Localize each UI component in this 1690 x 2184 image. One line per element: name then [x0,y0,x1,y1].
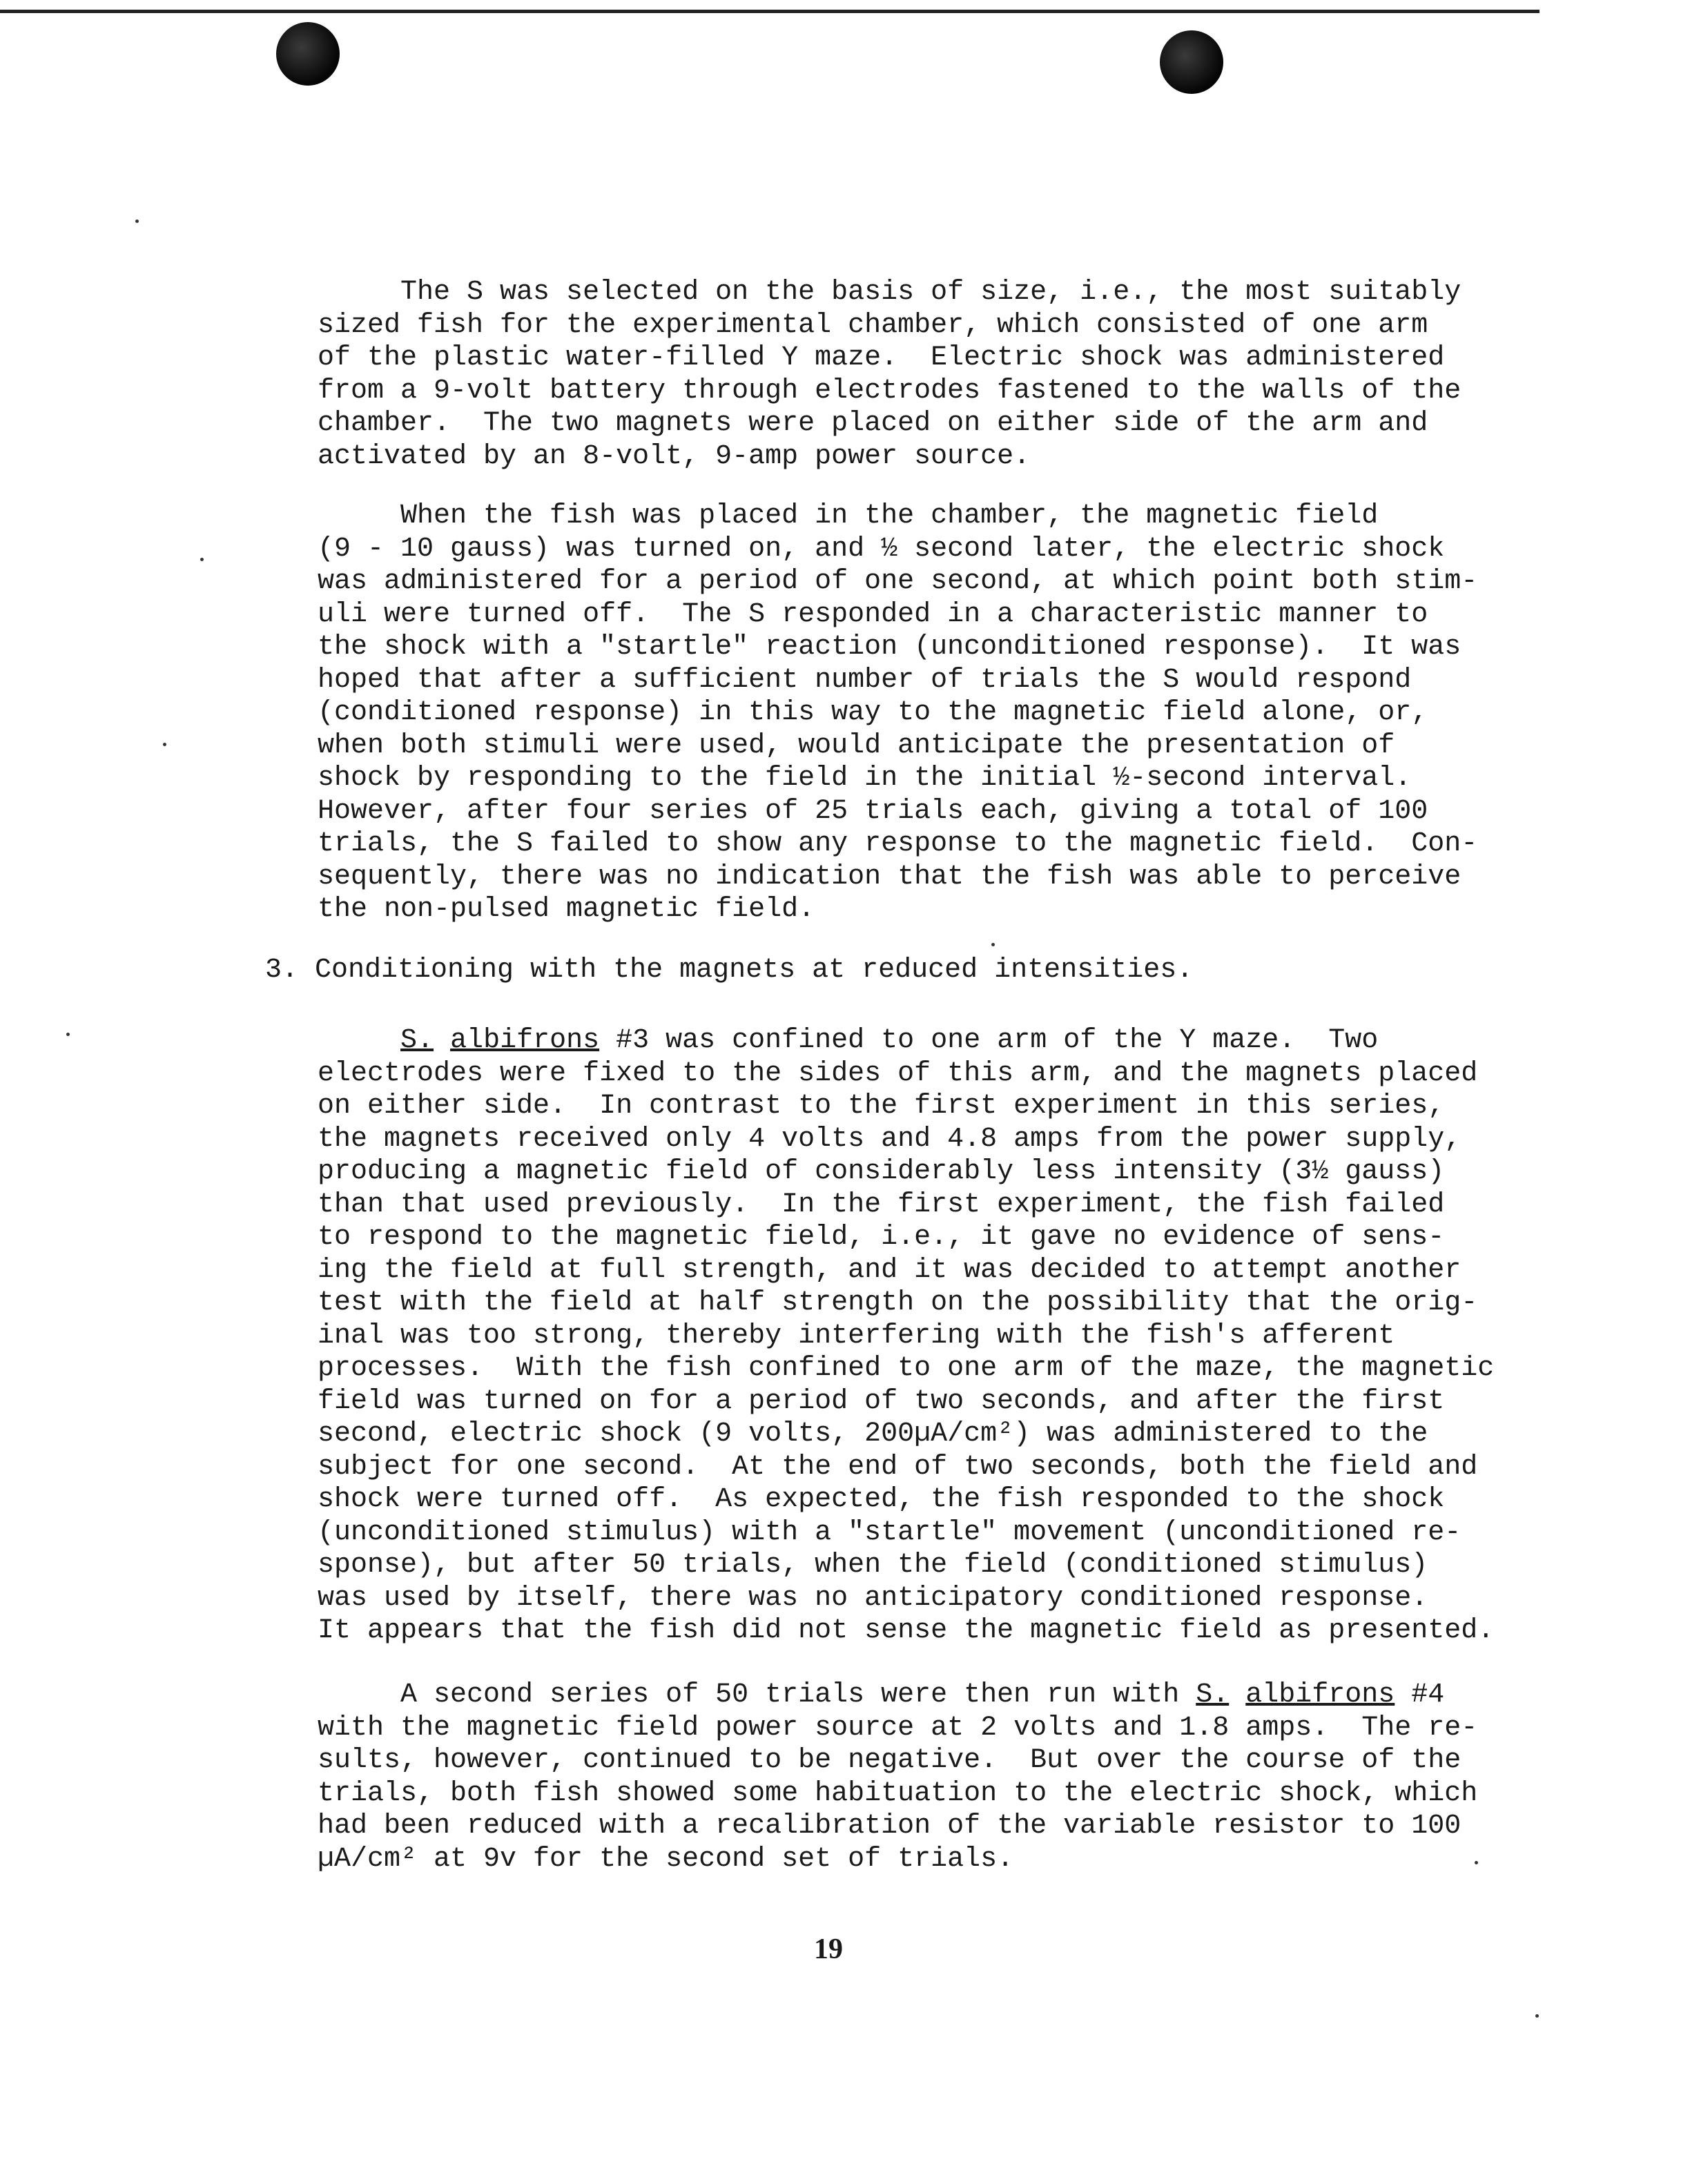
punch-hole-right [1160,30,1223,94]
text-line: sequently, there was no indication that the fish was able to perceive [318,861,1461,893]
page-number: 19 [814,1933,843,1965]
text-line: trials, both fish showed some habituation to the electric shock, which [318,1777,1478,1809]
species-abbrev: S. [400,1025,434,1056]
scan-speck [200,558,204,561]
scan-speck [66,1033,70,1036]
text-line: shock by responding to the field in the initial ½-second interval. [318,763,1412,794]
paragraph-2 [318,500,1491,926]
scan-speck [163,743,166,746]
text-line: (9 - 10 gauss) was turned on, and ½ second later, the electric shock [318,533,1445,565]
paragraph-1 [318,276,1491,473]
text-line: when both stimuli were used, would anticipate the presentation of [318,730,1395,761]
text-line: sults, however, continued to be negative. But over the course of the [318,1745,1461,1776]
text-line: chamber. The two magnets were placed on either side of the arm and [318,408,1428,439]
species-abbrev: S. [1196,1679,1230,1710]
text-line: trials, the S failed to show any response to the magnetic field. Con- [318,828,1478,859]
text-line: subject for one second. At the end of two seconds, both the field and [318,1451,1478,1483]
text-line: of the plastic water-filled Y maze. Electric shock was administered [318,342,1445,373]
line-rest: #3 was confined to one arm of the Y maze. Two [599,1025,1379,1056]
text-line: processes. With the fish confined to one arm of the maze, the magnetic [318,1353,1495,1384]
text-line: test with the field at half strength on the possibility that the orig- [318,1287,1478,1318]
punch-hole-left [276,22,340,86]
text-line: to respond to the magnetic field, i.e., it gave no evidence of sens- [318,1222,1445,1253]
text-line: field was turned on for a period of two seconds, and after the first [318,1385,1445,1417]
text-line: hoped that after a sufficient number of trials the S would respond [318,664,1412,696]
text-line: uli were turned off. The S responded in a characteristic manner to [318,598,1428,630]
species-name: albifrons [1245,1679,1395,1710]
text-line: When the fish was placed in the chamber, the magnetic field [318,500,1379,532]
text-line [318,1024,1491,1057]
text-line: activated by an 8-volt, 9-amp power source. [318,440,1031,472]
section-heading-3: 3. Conditioning with the magnets at reduced intensities. [265,955,1194,986]
text-line: the shock with a "startle" reaction (unconditioned response). It was [318,632,1461,663]
text-line: was used by itself, there was no anticipatory conditioned response. [318,1582,1428,1614]
text-line: was administered for a period of one second, at which point both stim- [318,566,1478,597]
text-line: sized fish for the experimental chamber, which consisted of one arm [318,309,1428,341]
paragraph-3 [318,1024,1495,1648]
line-rest: #4 [1395,1679,1445,1710]
text-line: inal was too strong, thereby interfering with the fish's afferent [318,1320,1395,1352]
scan-speck [1535,2014,1539,2018]
text-line: had been reduced with a recalibration of the variable resistor to 100 [318,1811,1461,1842]
text-line: from a 9-volt battery through electrodes fastened to the walls of the [318,375,1461,407]
text-line: µA/cm² at 9v for the second set of trials. [318,1843,1014,1875]
text-line: It appears that the fish did not sense the magnetic field as presented. [318,1615,1495,1646]
text-line: the magnets received only 4 volts and 4.8 amps from the power supply, [318,1123,1461,1155]
scan-speck [135,220,139,223]
text-line: The S was selected on the basis of size, i.e., the most suitably [318,277,1461,308]
text-line: However, after four series of 25 trials each, giving a total of 100 [318,795,1428,827]
text-line: with the magnetic field power source at 2 volts and 1.8 amps. The re- [318,1712,1478,1744]
line-start: A second series of 50 trials were then run with [318,1679,1196,1710]
paragraph-4 [318,1679,1491,1875]
text-line: sponse), but after 50 trials, when the field (conditioned stimulus) [318,1550,1428,1581]
species-name: albifrons [450,1025,600,1056]
text-line: the non-pulsed magnetic field. [318,894,815,925]
text-line: than that used previously. In the first experiment, the fish failed [318,1189,1445,1220]
text-line: shock were turned off. As expected, the fish responded to the shock [318,1484,1445,1515]
text-line: electrodes were fixed to the sides of this arm, and the magnets placed [318,1057,1478,1089]
text-line: ing the field at full strength, and it was decided to attempt another [318,1254,1461,1286]
text-line: second, electric shock (9 volts, 200µA/cm²) was administered to the [318,1418,1428,1450]
top-scan-rule [0,10,1540,13]
text-line: (conditioned response) in this way to the magnetic field alone, or, [318,697,1428,728]
text-line [318,1679,1491,1712]
scan-speck [991,943,995,946]
text-line: (unconditioned stimulus) with a "startle" movement (unconditioned re- [318,1517,1461,1548]
text-line: producing a magnetic field of considerably less intensity (3½ gauss) [318,1156,1445,1187]
text-line: on either side. In contrast to the first experiment in this series, [318,1091,1445,1122]
